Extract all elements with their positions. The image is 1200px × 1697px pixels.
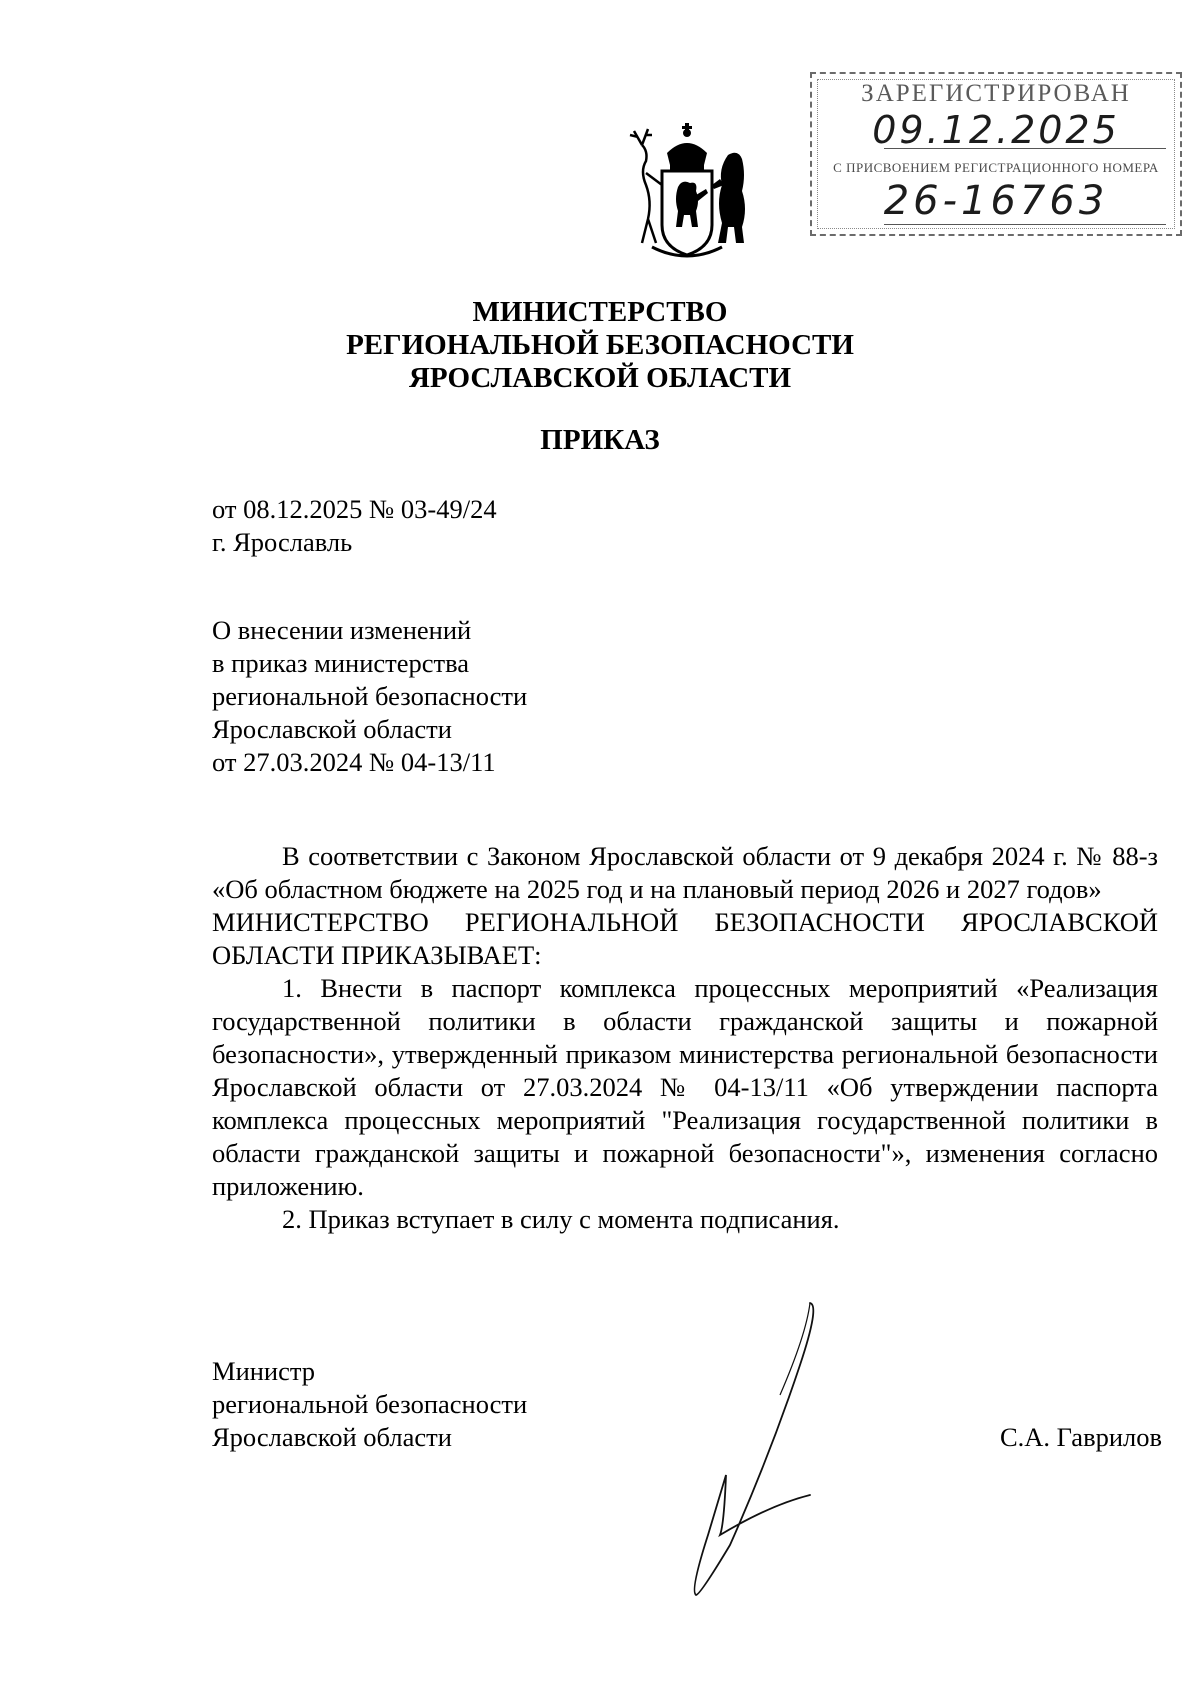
subject-line: региональной безопасности [212,681,528,711]
signatory-title-line: Ярославской области [212,1422,452,1452]
stamp-registered-label: ЗАРЕГИСТРИРОВАН [861,80,1131,107]
signer-name: С.А. Гаврилов [999,1422,1162,1452]
subject-line: Ярославской области [212,714,452,744]
stamp-divider [884,224,1166,225]
ministry-header-line: РЕГИОНАЛЬНОЙ БЕЗОПАСНОСТИ [346,329,854,361]
order-subject [212,614,527,779]
ministry-header-line: ЯРОСЛАВСКОЙ ОБЛАСТИ [408,362,792,394]
preamble-paragraph: В соответствии с Законом Ярославской области от 9 декабря 2024 г. № 88-з «Об областном бюджете на 2025 год и на плановый период 2026 и 2027 годов» [212,841,1158,904]
handwritten-signature [660,1295,860,1605]
registration-stamp [810,72,1182,236]
stamp-divider [884,148,1166,149]
order-title: ПРИКАЗ [540,424,660,456]
ministry-header-line: МИНИСТЕРСТВО [472,296,728,328]
stamp-date: 09.12.2025 [872,108,1120,152]
item-1-paragraph: 1. Внести в паспорт комплекса процессных мероприятий «Реализация государственной политики в области гражданской защиты и пожарной безопасности», утвержденный приказом министерства региональной безопасности Ярославской области от 27.03.2024 № 04-13/11 «Об утверждении паспорта комплекса процессных мероприятий "Реализация государственной политики в области гражданской защиты и пожарной безопасности"», изменения согласно приложению. [212,973,1158,1201]
resolution-paragraph: МИНИСТЕРСТВО РЕГИОНАЛЬНОЙ БЕЗОПАСНОСТИ ЯРОСЛАВСКОЙ ОБЛАСТИ ПРИКАЗЫВАЕТ: [212,907,1158,970]
coat-of-arms-icon [612,115,762,265]
signatory-title [212,1355,527,1454]
signatory-title-line: Министр [212,1356,316,1386]
stamp-caption: С ПРИСВОЕНИЕМ РЕГИСТРАЦИОННОГО НОМЕРА [833,160,1159,175]
signatory-title-line: региональной безопасности [212,1389,528,1419]
ministry-header [0,296,1200,395]
subject-line: О внесении изменений [212,615,472,645]
stamp-registration-number: 26-16763 [883,178,1109,224]
order-date-number: от 08.12.2025 № 03-49/24 [212,494,497,524]
subject-line: в приказ министерства [212,648,470,678]
subject-line: от 27.03.2024 № 04-13/11 [212,747,496,777]
order-body [212,840,1158,1236]
order-city: г. Ярославль [212,527,353,557]
item-2-paragraph: 2. Приказ вступает в силу с момента подписания. [282,1204,840,1234]
